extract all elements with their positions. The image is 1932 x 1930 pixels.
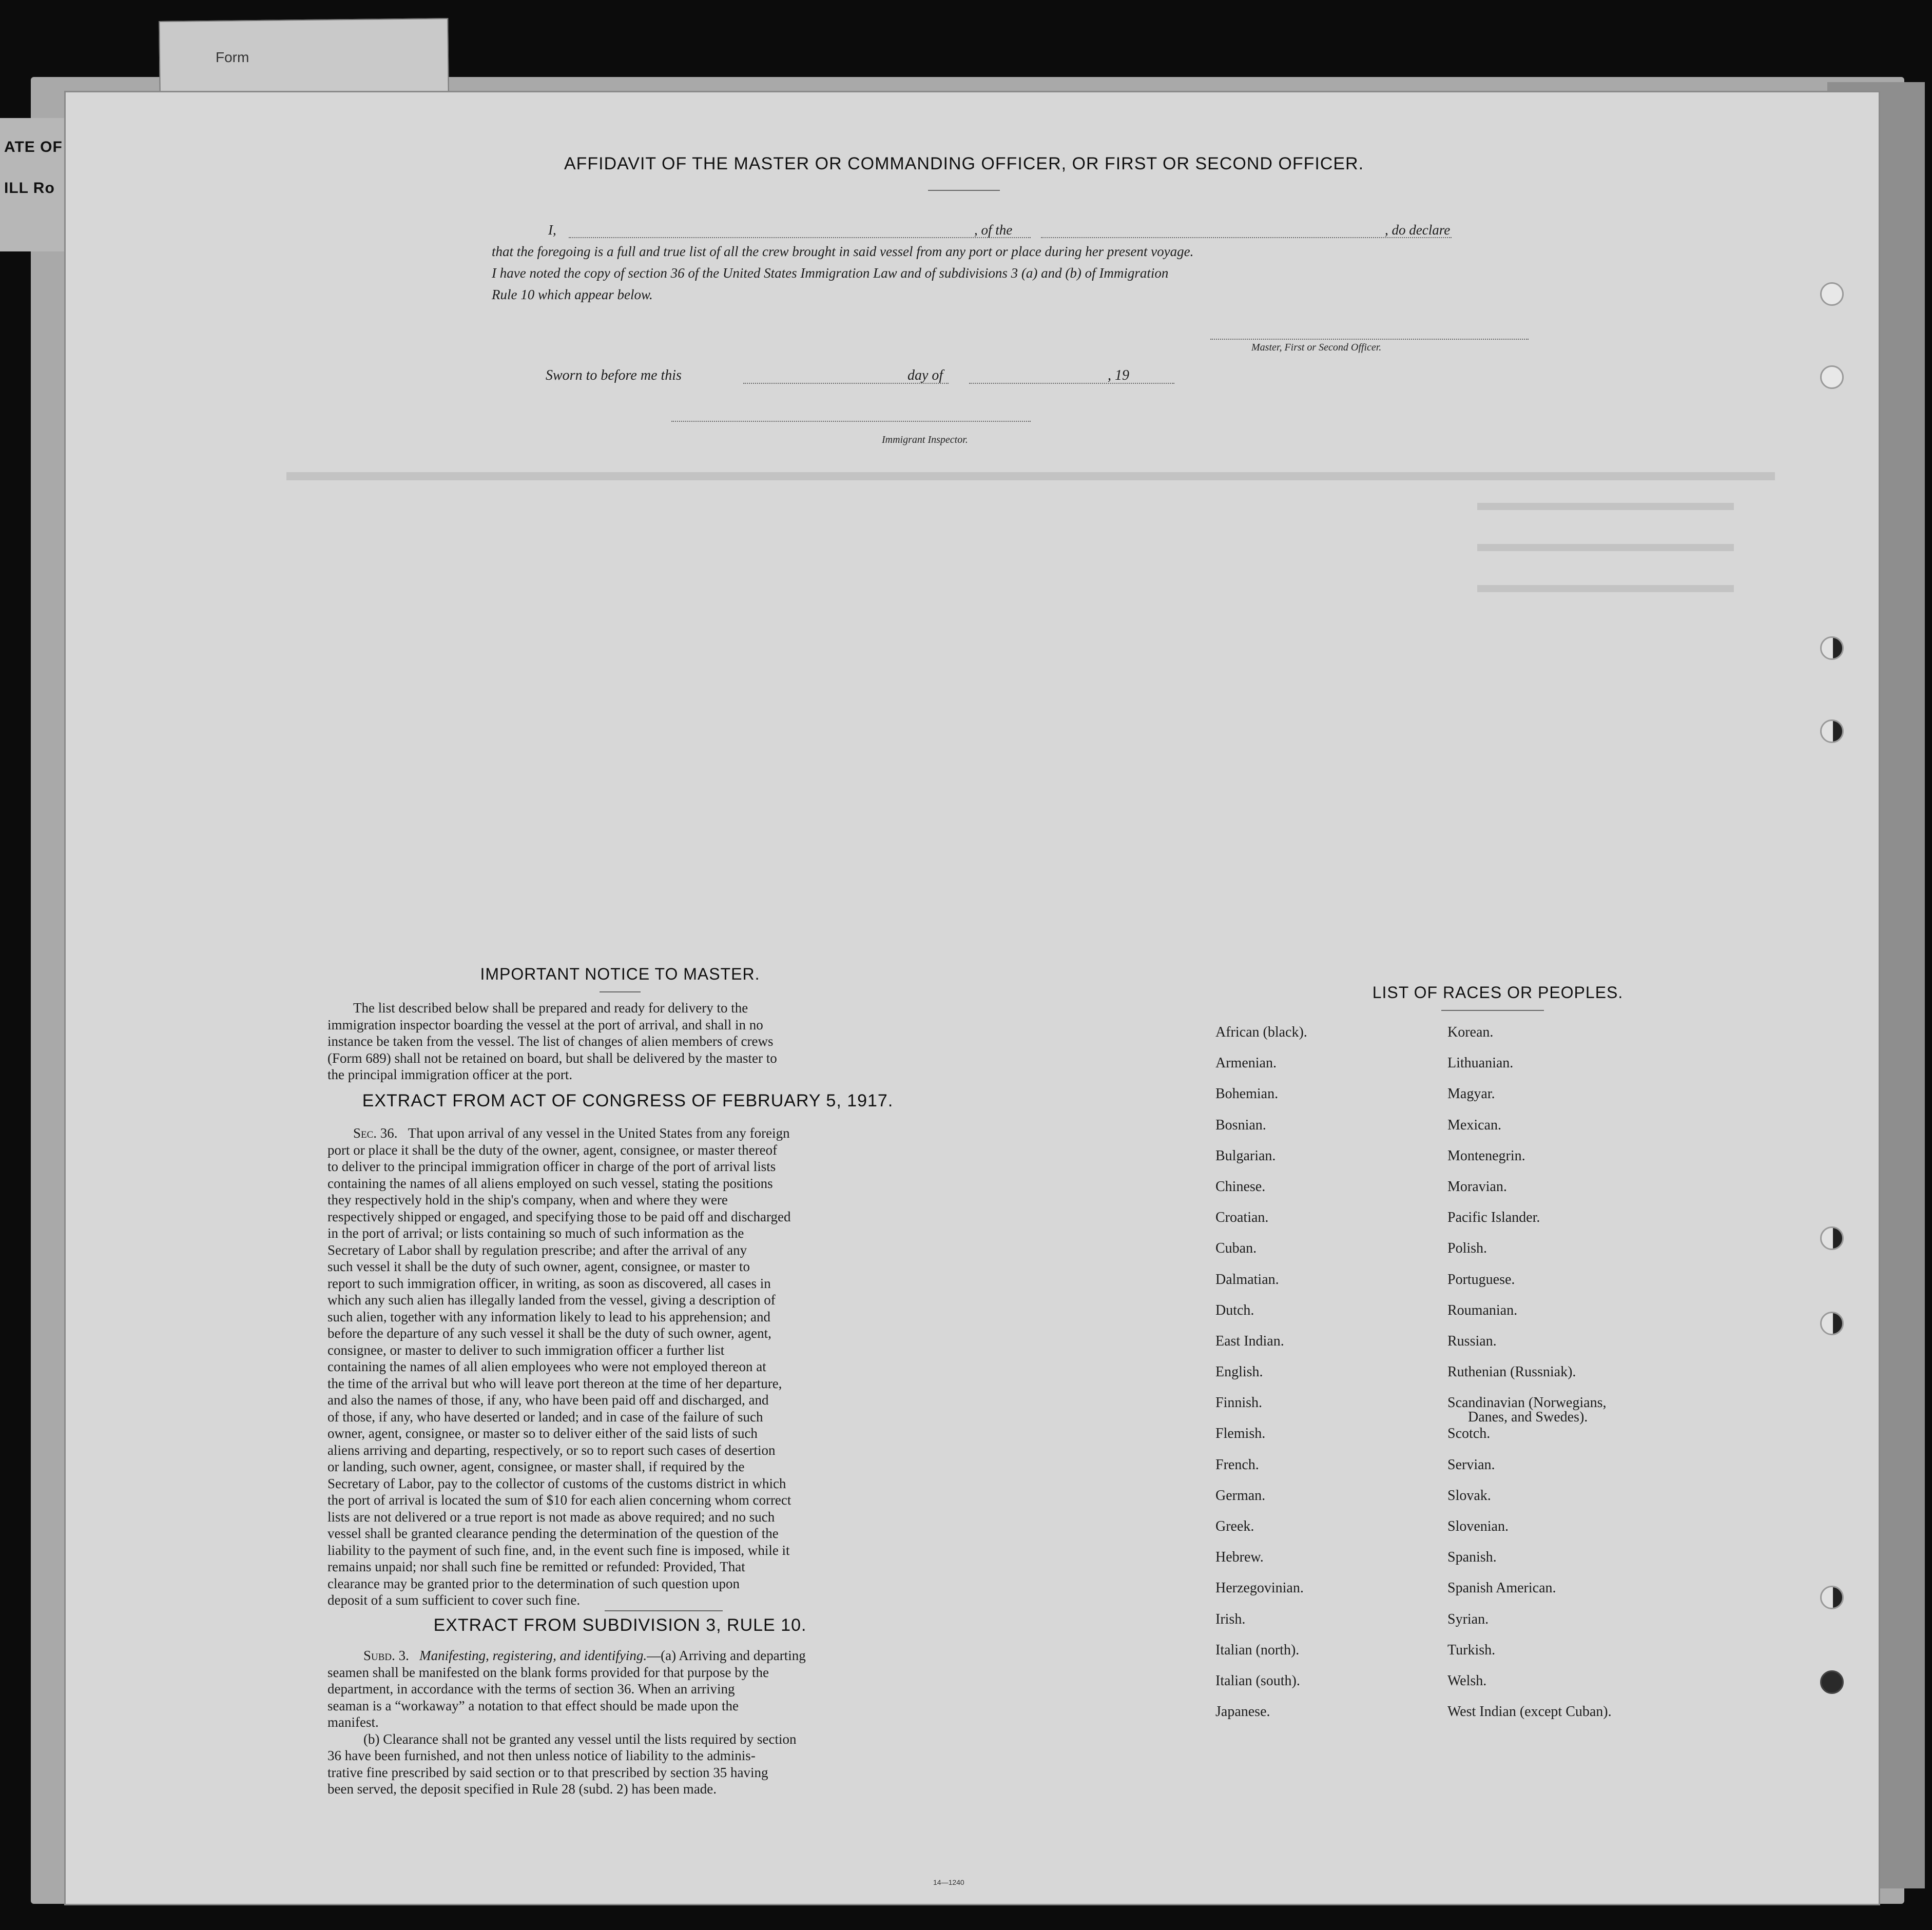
rule-line: trative fine prescribed by said section or to that prescribed by section 35 having [327, 1764, 768, 1780]
race-item: Magyar. [1447, 1086, 1495, 1102]
subd-heading: Manifesting, registering, and identifying. [419, 1648, 647, 1663]
act-line: they respectively hold in the ship's company, when and where they were [327, 1192, 728, 1207]
race-item: Slovenian. [1447, 1518, 1509, 1534]
race-item: Slovak. [1447, 1487, 1491, 1504]
sworn-month-blank[interactable] [969, 383, 1174, 384]
year-text: , 19 [1108, 367, 1129, 383]
affidavit-do-declare: , do declare [1385, 222, 1451, 238]
act-title: EXTRACT FROM ACT OF CONGRESS OF FEBRUARY 5, 1917. [362, 1091, 894, 1110]
rule-line: (b) Clearance shall not be granted any vessel until the lists required by section [363, 1731, 797, 1747]
race-item: Italian (south). [1215, 1672, 1300, 1689]
race-item: Pacific Islander. [1447, 1210, 1540, 1226]
affidavit-of-the: , of the [974, 222, 1013, 238]
race-item: Moravian. [1447, 1178, 1507, 1195]
master-signature-label: Master, First or Second Officer. [1251, 342, 1382, 353]
act-line: consignee, or master to deliver to such immigration officer a further list [327, 1342, 725, 1358]
act-line: report to such immigration officer, in writing, as soon as discovered, all cases in [327, 1275, 771, 1291]
race-item: French. [1215, 1456, 1259, 1473]
rule-line: been served, the deposit specified in Rule 28 (subd. 2) has been made. [327, 1781, 717, 1797]
affidavit-line-4: Rule 10 which appear below. [492, 287, 653, 302]
form-tab [159, 18, 449, 95]
race-item-continuation: Danes, and Swedes). [1468, 1409, 1588, 1426]
notice-rule [600, 991, 641, 992]
race-item: Mexican. [1447, 1117, 1501, 1133]
race-item: Flemish. [1215, 1426, 1266, 1442]
day-of-text: day of [907, 367, 943, 383]
bleed-row [286, 472, 1775, 480]
act-line: aliens arriving and departing, respectively, or so to report such cases of desertion [327, 1442, 776, 1458]
race-item: Polish. [1447, 1240, 1487, 1257]
rule-line: seamen shall be manifested on the blank forms provided for that purpose by the [327, 1664, 769, 1680]
notice-line: The list described below shall be prepared and ready for delivery to the [353, 1000, 748, 1016]
notice-line: immigration inspector boarding the vessel at the port of arrival, and shall in no [327, 1017, 763, 1032]
notice-title: IMPORTANT NOTICE TO MASTER. [480, 965, 760, 983]
race-item: Dutch. [1215, 1302, 1254, 1318]
affidavit-title: AFFIDAVIT OF THE MASTER OR COMMANDING OFFICER, OR FIRST OR SECOND OFFICER. [564, 154, 1364, 173]
affidavit-i: I, [548, 222, 556, 238]
race-item: Bosnian. [1215, 1117, 1266, 1133]
binder-hole [1820, 282, 1844, 306]
left-edge-strip [0, 118, 72, 251]
act-line: Secretary of Labor shall by regulation prescribe; and after the arrival of any [327, 1242, 747, 1258]
race-item: Portuguese. [1447, 1271, 1515, 1288]
act-line: clearance may be granted prior to the determination of such question upon [327, 1575, 740, 1591]
title-rule [928, 190, 1000, 191]
act-line: containing the names of all aliens employed on such vessel, stating the positions [327, 1175, 773, 1191]
rule-title: EXTRACT FROM SUBDIVISION 3, RULE 10. [433, 1615, 807, 1635]
race-item: Servian. [1447, 1456, 1495, 1473]
rule-line: —(a) Arriving and departing [647, 1648, 806, 1663]
act-line: such alien, together with any information likely to lead to his apprehension; and [327, 1309, 771, 1324]
binder-hole [1820, 365, 1844, 389]
rule-body [327, 1647, 928, 1798]
race-item-scandinavian [1447, 1396, 1612, 1427]
race-item: Welsh. [1447, 1672, 1487, 1689]
race-item: Ruthenian (Russniak). [1447, 1364, 1576, 1380]
act-line: to deliver to the principal immigration officer in charge of the port of arrival lists [327, 1159, 776, 1174]
races-right-column [1447, 1025, 1612, 1736]
race-item: Finnish. [1215, 1395, 1263, 1411]
bleed-row [1477, 503, 1734, 510]
race-item: Dalmatian. [1215, 1271, 1279, 1288]
race-item: Scandinavian (Norwegians, [1447, 1395, 1607, 1411]
sec-label: Sec. 36. [353, 1125, 398, 1141]
act-line: in the port of arrival; or lists containing so much of such information as the [327, 1225, 744, 1241]
subd-label: Subd. 3. [363, 1648, 409, 1663]
act-line: of those, if any, who have deserted or landed; and in case of the failure of such [327, 1409, 763, 1425]
affidavit-line-2: that the foregoing is a full and true list of all the crew brought in said vessel from any port or place during her present voyage. [492, 244, 1194, 259]
act-line: remains unpaid; nor shall such fine be remitted or refunded: Provided, That [327, 1559, 745, 1574]
race-item: Greek. [1215, 1518, 1254, 1534]
act-line: respectively shipped or engaged, and specifying those to be paid off and discharged [327, 1208, 791, 1224]
act-line: lists are not delivered or a true report is not made as above required; and no such [327, 1509, 775, 1525]
act-line: Secretary of Labor, pay to the collector of customs of the customs district in which [327, 1475, 786, 1491]
act-line: the port of arrival is located the sum of $10 for each alien concerning whom correct [327, 1492, 791, 1508]
race-item: Japanese. [1215, 1704, 1270, 1720]
race-item: Montenegrin. [1447, 1147, 1525, 1164]
race-item: Korean. [1447, 1024, 1494, 1040]
race-item: Chinese. [1215, 1178, 1266, 1195]
notice-body [327, 1000, 928, 1083]
races-title: LIST OF RACES OR PEOPLES. [1372, 983, 1624, 1002]
race-item: West Indian (except Cuban). [1447, 1704, 1612, 1720]
act-line: which any such alien has illegally landed from the vessel, giving a description of [327, 1292, 776, 1308]
race-item: Syrian. [1447, 1611, 1489, 1627]
race-item: Croatian. [1215, 1210, 1269, 1226]
left-strip-line-1: ATE OF [4, 139, 63, 155]
race-item: Irish. [1215, 1611, 1246, 1627]
act-line: That upon arrival of any vessel in the United States from any foreign [408, 1125, 790, 1141]
race-item: East Indian. [1215, 1333, 1284, 1349]
race-item: African (black). [1215, 1024, 1307, 1040]
rule-line: manifest. [327, 1714, 379, 1730]
rule-line: seaman is a “workaway” a notation to that effect should be made upon the [327, 1698, 739, 1713]
act-line: containing the names of all alien employees who were not employed thereon at [327, 1359, 766, 1374]
act-body [327, 1125, 928, 1609]
act-line: deposit of a sum sufficient to cover such fine. [327, 1592, 581, 1608]
notice-line: the principal immigration officer at the port. [327, 1067, 573, 1082]
race-item: Turkish. [1447, 1642, 1496, 1658]
race-item: Italian (north). [1215, 1642, 1300, 1658]
bleed-row [1477, 544, 1734, 551]
act-line: and also the names of those, if any, who have been paid off and discharged, and [327, 1392, 769, 1408]
act-line: owner, agent, consignee, or master so to deliver either of the said lists of such [327, 1426, 758, 1441]
races-left-column [1215, 1025, 1307, 1736]
binder-hole [1820, 1670, 1844, 1694]
bleed-row [1477, 585, 1734, 592]
document-page [66, 92, 1879, 1904]
binder-hole [1820, 636, 1844, 660]
notice-line: (Form 689) shall not be retained on board, but shall be delivered by the master to [327, 1050, 777, 1066]
act-line: before the departure of any such vessel it shall be the duty of such owner, agent, [327, 1325, 771, 1341]
race-item: Scotch. [1447, 1426, 1491, 1442]
notice-line: instance be taken from the vessel. The list of changes of alien members of crews [327, 1034, 774, 1049]
race-item: Bohemian. [1215, 1086, 1279, 1102]
race-item: English. [1215, 1364, 1263, 1380]
inspector-label: Immigrant Inspector. [882, 434, 968, 445]
race-item: German. [1215, 1487, 1266, 1504]
race-item: Herzegovinian. [1215, 1580, 1304, 1596]
rule-line: 36 have been furnished, and not then unless notice of liability to the adminis- [327, 1748, 756, 1763]
left-strip-line-2: ILL Ro [4, 180, 55, 197]
name-blank[interactable] [569, 237, 1031, 238]
binder-hole [1820, 1312, 1844, 1335]
act-line: liability to the payment of such fine, and, in the event such fine is imposed, while it [327, 1542, 790, 1558]
rule-line-first [327, 1647, 928, 1664]
race-item: Hebrew. [1215, 1549, 1264, 1566]
form-number: 14—1240 [933, 1878, 964, 1886]
races-rule [1441, 1010, 1544, 1011]
act-line-first [327, 1125, 928, 1142]
act-rule [605, 1610, 723, 1611]
race-item: Armenian. [1215, 1055, 1277, 1071]
race-item: Roumanian. [1447, 1302, 1518, 1318]
race-item: Lithuanian. [1447, 1055, 1514, 1071]
act-line: the time of the arrival but who will leave port thereon at the time of her departure, [327, 1375, 782, 1391]
race-item: Russian. [1447, 1333, 1497, 1349]
act-line: port or place it shall be the duty of the owner, agent, consignee, or master thereof [327, 1142, 778, 1158]
binder-hole [1820, 1226, 1844, 1250]
sworn-text: Sworn to before me this [546, 367, 682, 383]
inspector-signature-blank[interactable] [671, 421, 1031, 422]
binder-hole [1820, 1586, 1844, 1609]
form-tab-label: Form [216, 49, 249, 65]
race-item: Bulgarian. [1215, 1147, 1276, 1164]
master-signature-blank[interactable] [1210, 339, 1529, 340]
race-item: Cuban. [1215, 1240, 1257, 1257]
race-item: Spanish. [1447, 1549, 1497, 1566]
act-line: such vessel it shall be the duty of such owner, agent, consignee, or master to [327, 1259, 750, 1274]
act-line: or landing, such owner, agent, consignee, or master shall, if required by the [327, 1459, 745, 1474]
affidavit-line-3: I have noted the copy of section 36 of the United States Immigration Law and of subdivisions 3 (a) and (b) of Immigration [492, 265, 1169, 281]
race-item: Spanish American. [1447, 1580, 1556, 1596]
binder-hole [1820, 719, 1844, 743]
rule-line: department, in accordance with the terms of section 36. When an arriving [327, 1681, 735, 1697]
act-line: vessel shall be granted clearance pending the determination of the question of the [327, 1526, 779, 1541]
